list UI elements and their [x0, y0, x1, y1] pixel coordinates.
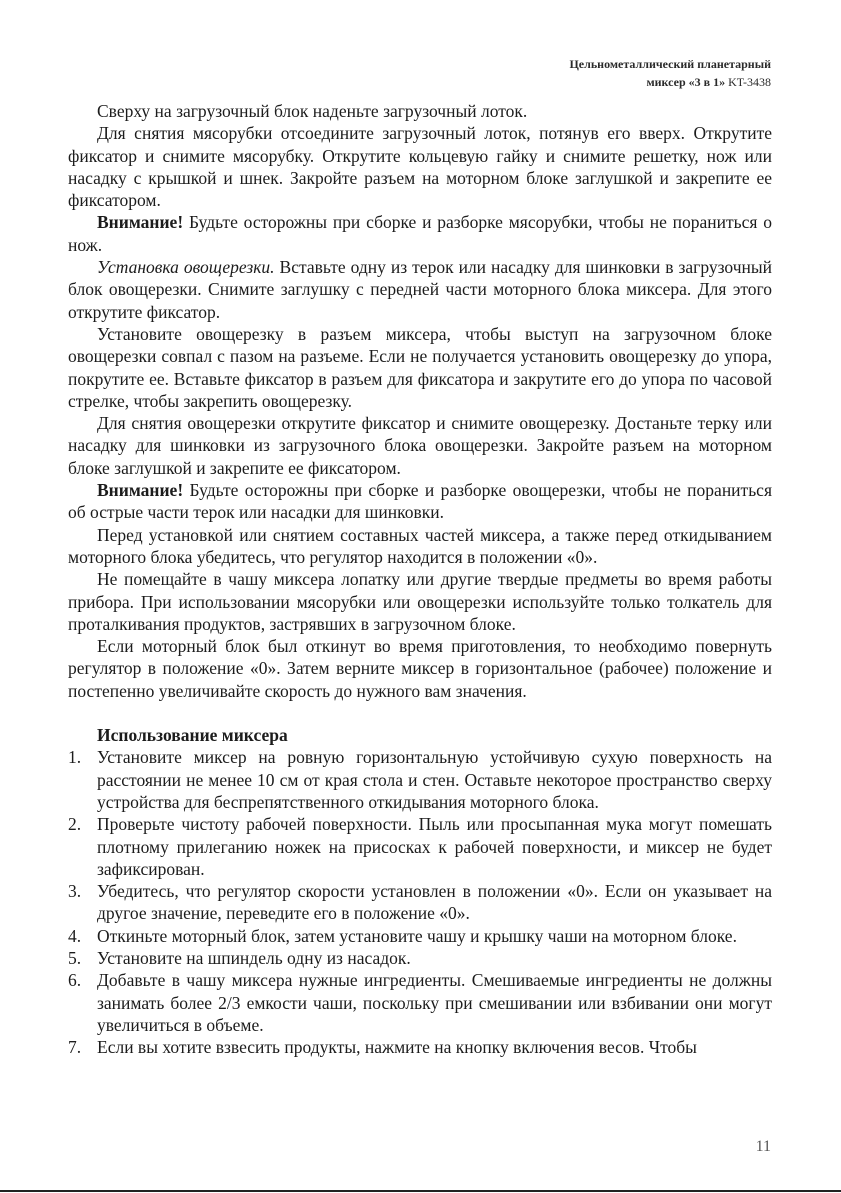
paragraph	[68, 100, 772, 122]
list-item	[68, 1036, 772, 1058]
list-item-text: Если вы хотите взвесить продукты, нажмите на кнопку включения весов. Чтобы	[97, 1037, 697, 1058]
paragraph-text: Будьте осторожны при сборке и разборке овощерезки, чтобы не пораниться об острые части терок или насадки для шинковки.	[68, 480, 772, 523]
paragraph-text: Если моторный блок был откинут во время приготовления, то необходимо повернуть регулятор в положение «0». Затем верните миксер в горизонтальное (рабочее) положение и постепенно увеличивайте скорость до нужного вам значения.	[68, 636, 772, 701]
paragraph-text: Будьте осторожны при сборке и разборке мясорубки, чтобы не пораниться о нож.	[68, 212, 772, 255]
list-item-number: 4.	[68, 925, 82, 946]
list-item	[68, 746, 772, 813]
paragraph-list	[68, 100, 772, 702]
list-item-number: 3.	[68, 881, 82, 902]
paragraph-text: Установите овощерезку в разъем миксера, чтобы выступ на загрузочном блоке овощерезки совпал с пазом на разъеме. Если не получается установить овощерезку до упора, покрутите ее. Вставьте фиксатор в разъем для фиксатора и закрутите его до упора по часовой стрелке, чтобы закрепить овощерезку.	[68, 323, 772, 411]
footer-rule	[0, 1190, 841, 1192]
list-item-number: 2.	[68, 814, 82, 835]
list-item-number: 1.	[68, 747, 82, 768]
paragraph-text: Вставьте одну из терок или насадку для шинковки в загрузочный блок овощерезки. Снимите заглушку с передней части моторного блока миксера. Для этого открутите фиксатор.	[68, 257, 772, 322]
paragraph	[68, 524, 772, 569]
paragraph-text: Сверху на загрузочный блок наденьте загрузочный лоток.	[97, 101, 528, 121]
section-title: Использование миксера	[97, 725, 288, 746]
paragraph	[68, 122, 772, 211]
list-item-text: Убедитесь, что регулятор скорости установлен в положении «0». Если он указывает на другое значение, переведите его в положение «0».	[97, 881, 772, 924]
page-header	[569, 55, 771, 91]
paragraph	[68, 323, 772, 412]
paragraph	[68, 635, 772, 702]
list-item-number: 7.	[68, 1037, 82, 1058]
list-item-text: Откиньте моторный блок, затем установите чашу и крышку чаши на моторном блоке.	[97, 925, 737, 946]
list-item	[68, 813, 772, 880]
list-item	[68, 969, 772, 1036]
list-item-number: 6.	[68, 970, 82, 991]
list-item	[68, 880, 772, 925]
paragraph	[68, 568, 772, 635]
subheading-label: Установка овощерезки.	[97, 257, 275, 278]
header-model: KT-3438	[728, 75, 771, 89]
list-item-number: 5.	[68, 947, 82, 968]
paragraph-text: Не помещайте в чашу миксера лопатку или другие твердые предметы во время работы прибора. При использовании мясорубки или овощерезки используйте только толкатель для проталкивания продуктов, застрявших в загрузочном блоке.	[68, 569, 772, 634]
paragraph-text: Для снятия мясорубки отсоедините загрузочный лоток, потянув его вверх. Открутите фиксатор и снимите мясорубку. Открутите кольцевую гайку и снимите решетку, нож или насадку с крышкой и шнек. Закройте разъем на моторном блоке заглушкой и закрепите ее фиксатором.	[68, 123, 772, 211]
list-item-text: Проверьте чистоту рабочей поверхности. Пыль или просыпанная мука могут помешать плотному прилеганию ножек на присосках к рабочей поверхности, и миксер не будет зафиксирован.	[97, 814, 772, 879]
steps-list	[68, 746, 772, 1058]
page-number: 11	[755, 1138, 771, 1155]
list-item	[68, 947, 772, 969]
paragraph-text: Для снятия овощерезки открутите фиксатор и снимите овощерезку. Достаньте терку или насадку для шинковки из загрузочного блока овощерезки. Закройте разъем на моторном блоке заглушкой и закрепите ее фиксатором.	[68, 413, 772, 478]
paragraph	[68, 256, 772, 323]
list-item	[68, 925, 772, 947]
header-product: миксер «3 в 1»	[646, 75, 726, 89]
paragraph-text: Перед установкой или снятием составных частей миксера, а также перед откидыванием моторного блока убедитесь, что регулятор находится в положении «0».	[68, 524, 772, 567]
paragraph	[68, 412, 772, 479]
header-title-line1: Цельнометаллический планетарный	[569, 57, 771, 71]
page-body	[68, 100, 772, 1058]
list-item-text: Добавьте в чашу миксера нужные ингредиенты. Смешиваемые ингредиенты не должны занимать более 2/3 емкости чаши, поскольку при смешивании или взбивании они могут увеличиться в объеме.	[97, 970, 772, 1035]
paragraph	[68, 211, 772, 256]
warning-label: Внимание!	[97, 480, 184, 501]
warning-label: Внимание!	[97, 212, 184, 233]
paragraph	[68, 479, 772, 524]
list-item-text: Установите миксер на ровную горизонтальную устойчивую сухую поверхность на расстоянии не менее 10 см от края стола и стен. Оставьте некоторое пространство сверху устройства для беспрепятственного откидывания моторного блока.	[97, 747, 772, 812]
list-item-text: Установите на шпиндель одну из насадок.	[97, 947, 411, 968]
header-title-line2	[569, 73, 771, 91]
